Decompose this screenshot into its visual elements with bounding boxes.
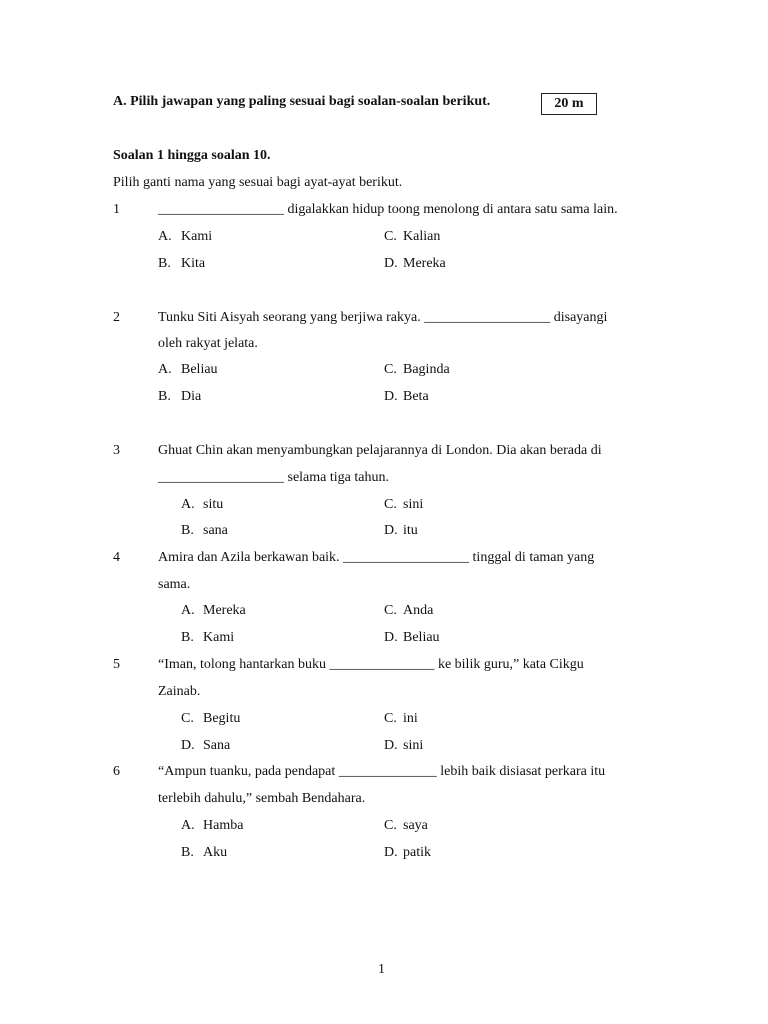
option-letter: B. (158, 256, 171, 271)
question-number: 6 (113, 764, 120, 779)
question-number: 2 (113, 310, 120, 325)
option-text: Hamba (203, 818, 244, 833)
option-text: Beliau (181, 362, 218, 377)
option-letter: C. (384, 711, 397, 726)
option-letter: C. (384, 818, 397, 833)
option-letter: B. (181, 630, 194, 645)
option-text: Aku (203, 845, 228, 860)
question-text: Zainab. (158, 684, 201, 699)
option-letter: A. (158, 362, 172, 377)
question-text: Tunku Siti Aisyah seorang yang berjiwa rakya. __________________ disayangi (158, 310, 608, 325)
option-text: Mereka (403, 256, 446, 271)
option-letter: D. (181, 738, 195, 753)
option-letter: B. (181, 845, 194, 860)
option-text: sana (203, 523, 228, 538)
direction-text: Pilih ganti nama yang sesuai bagi ayat-ayat berikut. (113, 175, 403, 190)
option-text: Kami (203, 630, 235, 645)
option-text: Beliau (403, 630, 440, 645)
question-text: sama. (158, 577, 191, 592)
option-text: Anda (403, 603, 434, 618)
option-letter: D. (384, 256, 398, 271)
option-text: Kalian (403, 229, 441, 244)
page-number: 1 (378, 962, 385, 977)
option-text: Kami (181, 229, 213, 244)
option-text: Dia (181, 389, 202, 404)
option-letter: C. (181, 711, 194, 726)
question-text: oleh rakyat jelata. (158, 336, 258, 351)
option-letter: A. (181, 818, 195, 833)
option-letter: C. (384, 603, 397, 618)
question-range-heading: Soalan 1 hingga soalan 10. (113, 148, 271, 163)
option-text: situ (203, 497, 224, 512)
option-text: Begitu (203, 711, 241, 726)
option-text: Sana (203, 738, 231, 753)
marks-box: 20 m (541, 93, 597, 115)
option-text: ini (403, 711, 418, 726)
question-number: 1 (113, 202, 120, 217)
option-text: sini (403, 738, 424, 753)
option-text: Baginda (403, 362, 450, 377)
question-text: terlebih dahulu,” sembah Bendahara. (158, 791, 366, 806)
question-number: 5 (113, 657, 120, 672)
option-text: Beta (403, 389, 429, 404)
option-letter: C. (384, 229, 397, 244)
option-text: Kita (181, 256, 206, 271)
option-letter: B. (158, 389, 171, 404)
question-number: 4 (113, 550, 120, 565)
question-number: 3 (113, 443, 120, 458)
option-letter: D. (384, 389, 398, 404)
option-text: Mereka (203, 603, 246, 618)
option-text: patik (403, 845, 431, 860)
section-instruction: A. Pilih jawapan yang paling sesuai bagi soalan-soalan berikut. (113, 94, 491, 109)
option-letter: D. (384, 523, 398, 538)
option-letter: A. (158, 229, 172, 244)
question-text: __________________ digalakkan hidup toong menolong di antara satu sama lain. (158, 202, 618, 217)
option-letter: C. (384, 497, 397, 512)
option-text: itu (403, 523, 418, 538)
question-text: Amira dan Azila berkawan baik. __________________ tinggal di taman yang (158, 550, 595, 565)
question-text: “Ampun tuanku, pada pendapat ______________ lebih baik disiasat perkara itu (158, 764, 606, 779)
question-text: __________________ selama tiga tahun. (158, 470, 389, 485)
option-letter: B. (181, 523, 194, 538)
question-text: “Iman, tolong hantarkan buku _______________ ke bilik guru,” kata Cikgu (158, 657, 584, 672)
option-letter: A. (181, 497, 195, 512)
option-text: saya (403, 818, 428, 833)
question-text: Ghuat Chin akan menyambungkan pelajarannya di London. Dia akan berada di (158, 443, 602, 458)
option-letter: C. (384, 362, 397, 377)
option-text: sini (403, 497, 424, 512)
option-letter: D. (384, 630, 398, 645)
option-letter: D. (384, 845, 398, 860)
option-letter: D. (384, 738, 398, 753)
option-letter: A. (181, 603, 195, 618)
